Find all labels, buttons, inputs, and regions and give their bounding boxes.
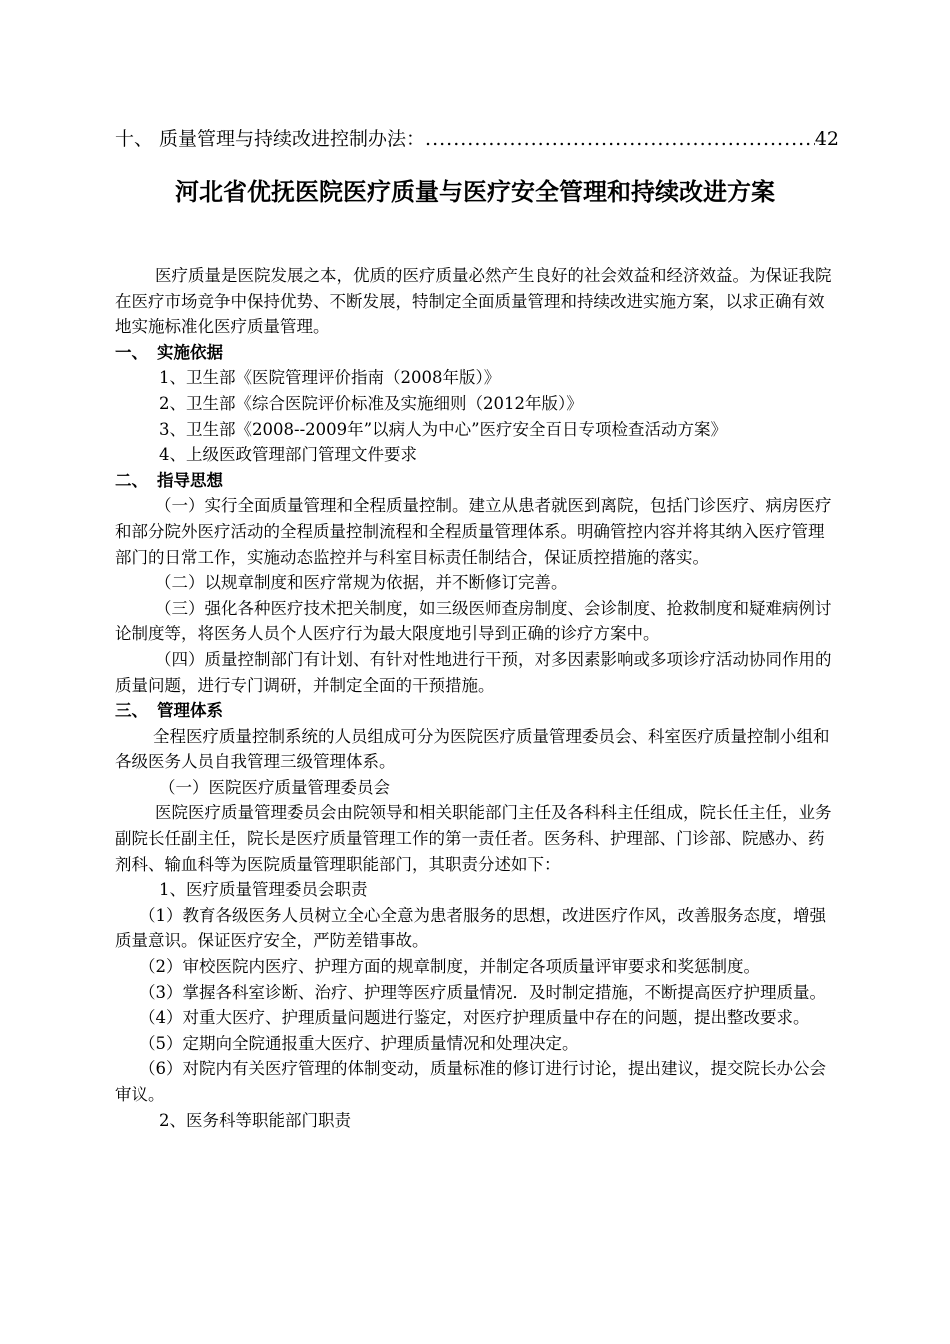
guiding-paragraph: （一）实行全面质量管理和全程质量控制。建立从患者就医到离院，包括门诊医疗、病房医疗和部分院外医疗活动的全程质量控制流程和全程质量管理体系。明确管控内容并将其纳入医疗管理部门的日常工作，实施动态监控并与科室目标责任制结合，保证质控措施的落实。 (115, 496, 832, 567)
toc-entry[interactable] (115, 124, 839, 151)
duty-item: （4）对重大医疗、护理质量问题进行鉴定，对医疗护理质量中存在的问题，提出整改要求。 (139, 1008, 810, 1028)
document-title: 河北省优抚医院医疗质量与医疗安全管理和持续改进方案 (175, 178, 775, 206)
toc-label: 十、 质量管理与持续改进控制办法： (115, 128, 426, 150)
basis-item: 2、卫生部《综合医院评价标准及实施细则（2012年版）》 (159, 393, 583, 413)
guiding-paragraph: （二）以规章制度和医疗常规为依据，并不断修订完善。 (155, 573, 568, 593)
document-body (115, 263, 839, 1133)
duty-item: （6）对院内有关医疗管理的体制变动，质量标准的修订进行讨论，提出建议，提交院长办公会审议。 (115, 1059, 826, 1104)
section-heading-2: 二、 指导思想 (115, 470, 223, 490)
duty-item: （5）定期向全院通报重大医疗、护理质量情况和处理决定。 (139, 1033, 579, 1053)
guiding-paragraph: （三）强化各种医疗技术把关制度，如三级医师查房制度、会诊制度、抢救制度和疑难病例讨论制度等，将医务人员个人医疗行为最大限度地引导到正确的诊疗方案中。 (115, 598, 832, 644)
duty-item: （3）掌握各科室诊断、治疗、护理等医疗质量情况．及时制定措施，不断提高医疗护理质量。 (139, 982, 826, 1002)
guiding-paragraph: （四）质量控制部门有计划、有针对性地进行干预，对多因素影响或多项诊疗活动协同作用的质量问题，进行专门调研，并制定全面的干预措施。 (115, 649, 832, 695)
section-heading-3: 三、 管理体系 (115, 701, 223, 721)
intro-paragraph: 医疗质量是医院发展之本，优质的医疗质量必然产生良好的社会效益和经济效益。为保证我院在医疗市场竞争中保持优势、不断发展，特制定全面质量管理和持续改进实施方案，以求正确有效地实施标准化医疗质量管理。 (115, 266, 832, 337)
duty-item: （2）审校医院内医疗、护理方面的规章制度，并制定各项质量评审要求和奖惩制度。 (139, 957, 760, 977)
committee-paragraph: 医院医疗质量管理委员会由院领导和相关职能部门主任及各科科主任组成，院长任主任，业务副院长任副主任，院长是医疗质量管理工作的第一责任者。医务科、护理部、门诊部、院感办、药剂科、输血科等为医院质量管理职能部门，其职责分述如下： (115, 803, 832, 874)
basis-item: 4、上级医政管理部门管理文件要求 (159, 445, 417, 465)
section-heading-1: 一、 实施依据 (115, 342, 223, 362)
subsection-heading: （一）医院医疗质量管理委员会 (159, 777, 390, 797)
duty-heading: 2、医务科等职能部门职责 (159, 1110, 351, 1130)
system-intro-paragraph: 全程医疗质量控制系统的人员组成可分为医院医疗质量管理委员会、科室医疗质量控制小组和各级医务人员自我管理三级管理体系。 (115, 726, 830, 772)
duty-heading: 1、医疗质量管理委员会职责 (159, 880, 368, 900)
basis-item: 1、卫生部《医院管理评价指南（2008年版）》 (159, 368, 501, 388)
toc-leader-dots (425, 128, 815, 150)
toc-page-number: 42 (814, 128, 839, 150)
duty-item: （1）教育各级医务人员树立全心全意为患者服务的思想，改进医疗作风，改善服务态度，增强质量意识。保证医疗安全，严防差错事故。 (115, 905, 826, 951)
basis-item: 3、卫生部《2008--2009年”以病人为中心”医疗安全百日专项检查活动方案》 (159, 419, 728, 439)
